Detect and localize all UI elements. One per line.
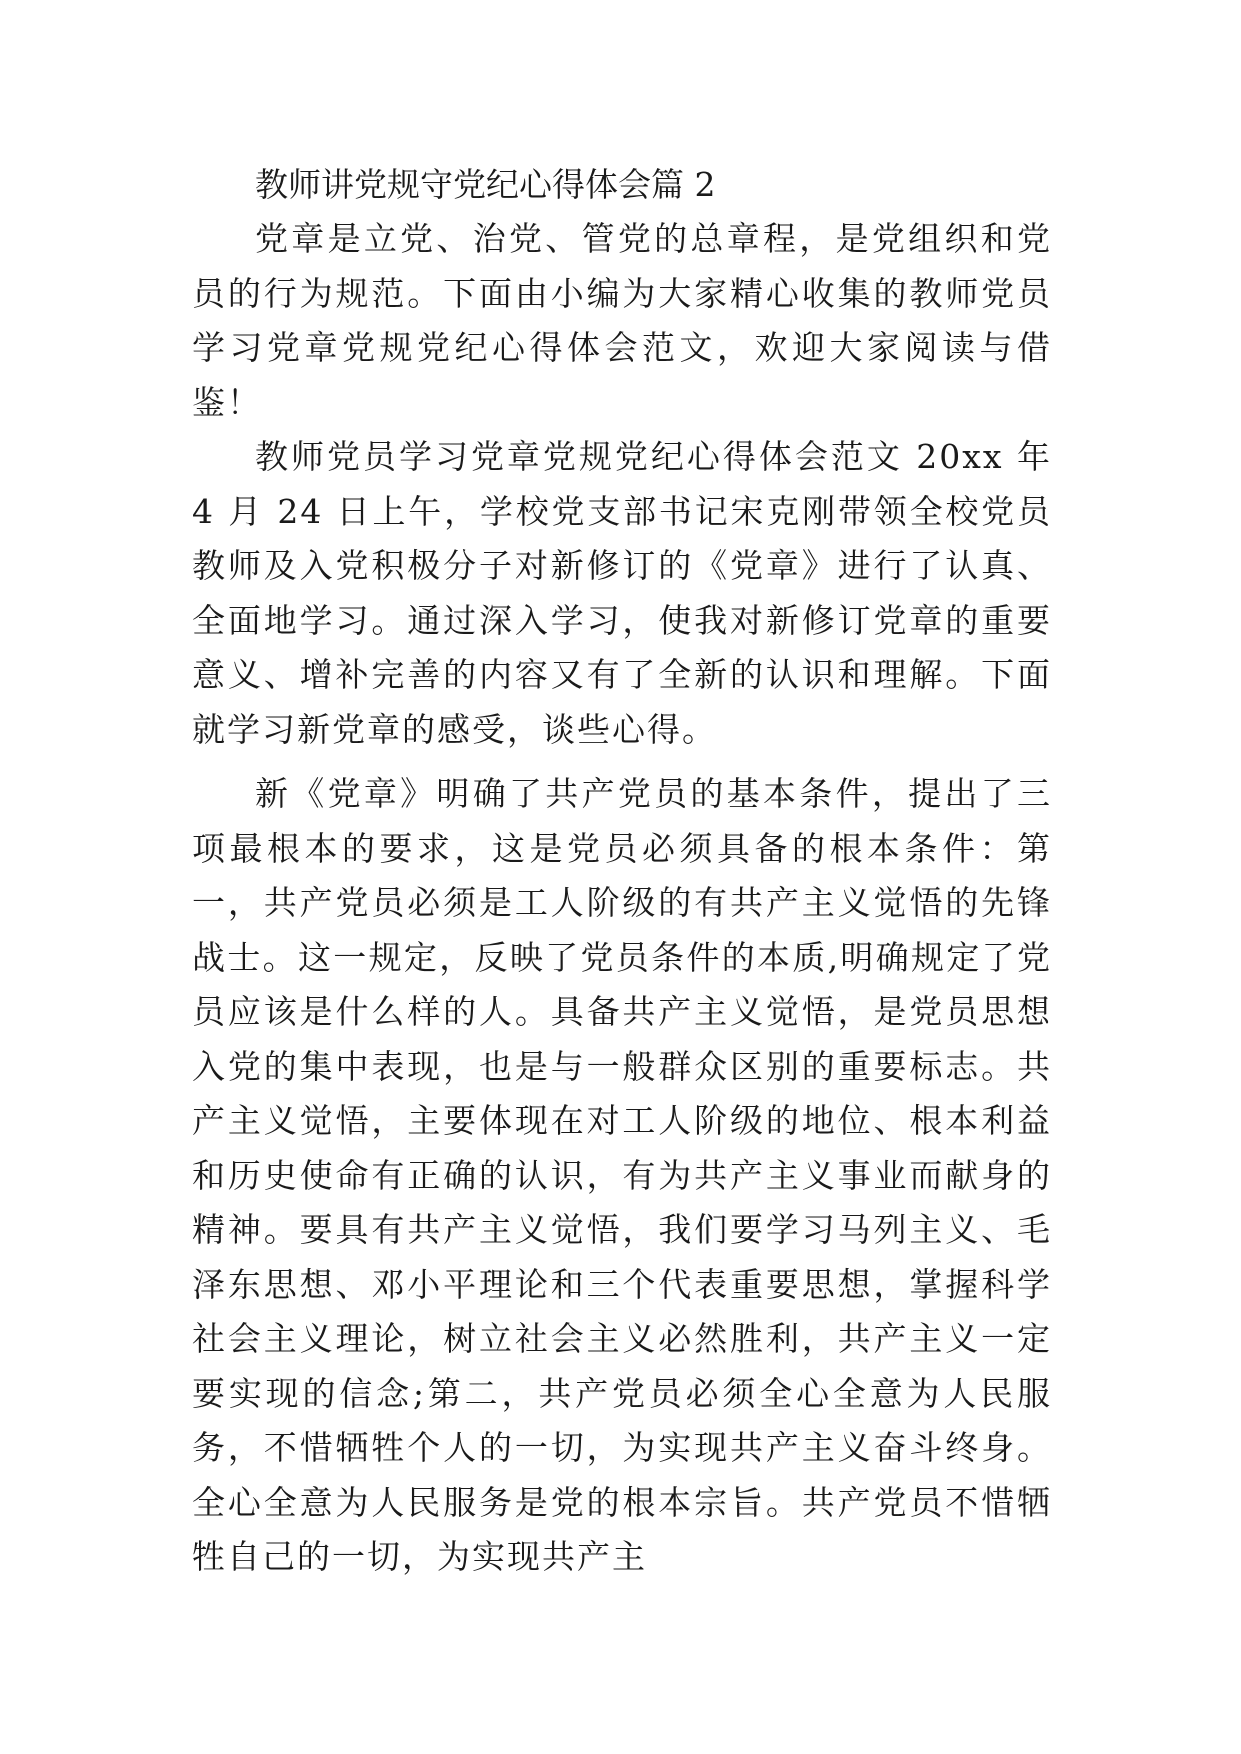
document-body [192,158,1052,1585]
document-title: 教师讲党规守党纪心得体会篇 2 [255,165,716,204]
party-constitution-paragraph: 新《党章》明确了共产党员的基本条件，提出了三项最根本的要求，这是党员必须具备的根本条件：第一，共产党员必须是工人阶级的有共产主义觉悟的先锋战士。这一规定，反映了党员条件的本质,明确规定了党员应该是什么样的人。具备共产主义觉悟，是党员思想入党的集中表现，也是与一般群众区别的重要标志。共产主义觉悟，主要体现在对工人阶级的地位、根本利益和历史使命有正确的认识，有为共产主义事业而献身的精神。要具有共产主义觉悟，我们要学习马列主义、毛泽东思想、邓小平理论和三个代表重要思想，掌握科学社会主义理论，树立社会主义必然胜利，共产主义一定要实现的信念;第二，共产党员必须全心全意为人民服务，不惜牺牲个人的一切，为实现共产主义奋斗终身。全心全意为人民服务是党的根本宗旨。共产党员不惜牺牲自己的一切，为实现共产主 [192,774,1052,1576]
study-paragraph: 教师党员学习党章党规党纪心得体会范文 20xx 年 4 月 24 日上午，学校党支部书记宋克刚带领全校党员教师及入党积极分子对新修订的《党章》进行了认真、全面地学习。通过深入学习，使我对新修订党章的重要意义、增补完善的内容又有了全新的认识和理解。下面就学习新党章的感受，谈些心得。 [192,437,1052,749]
intro-paragraph: 党章是立党、治党、管党的总章程，是党组织和党员的行为规范。下面由小编为大家精心收集的教师党员学习党章党规党纪心得体会范文，欢迎大家阅读与借鉴！ [192,219,1052,422]
